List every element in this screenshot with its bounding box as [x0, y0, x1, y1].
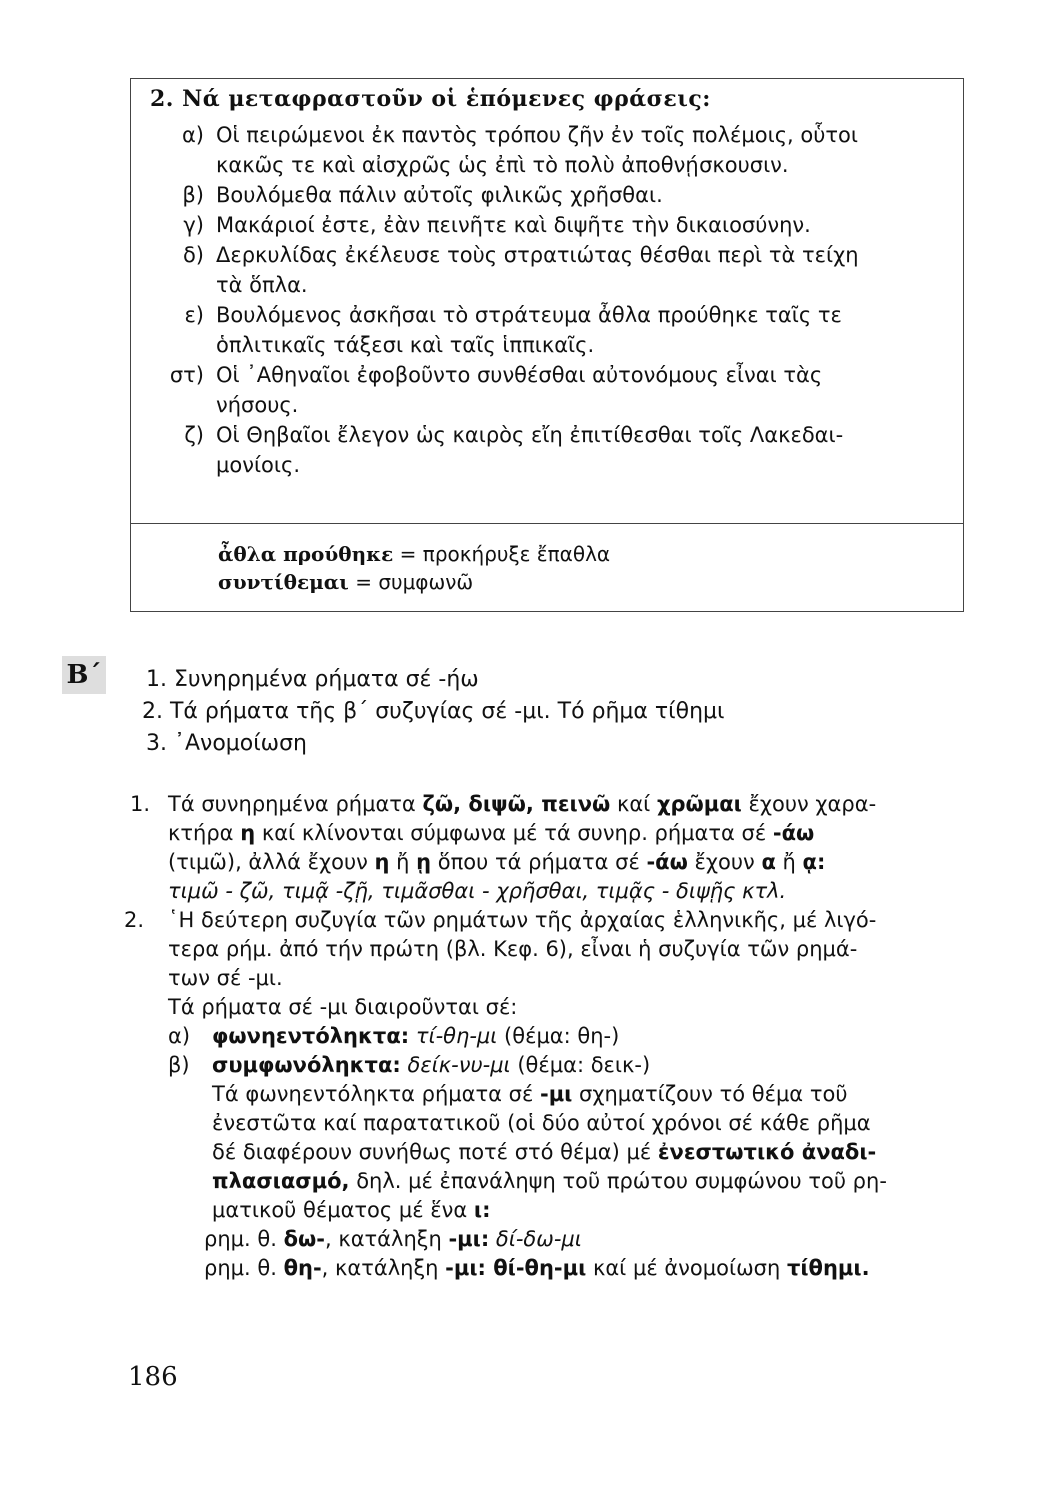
explanation-line [124, 1080, 964, 1109]
bold-term: ζῶ, διψῶ, πεινῶ [422, 792, 611, 816]
text: σχηματίζουν τό θέμα τοῦ [572, 1082, 848, 1106]
example-line [124, 1225, 964, 1254]
sentence-line: Οἱ πειρώμενοι ἐκ παντὸς τρόπου ζῆν ἐν τοῖς πολέμοις, οὗτοι [216, 123, 858, 147]
bold-term: χρῶμαι [656, 792, 742, 816]
sentence-a [140, 120, 960, 180]
explanation-line [124, 1138, 964, 1167]
note-equals: = [355, 570, 372, 594]
toc-item: 3. ᾿Ανομοίωση [146, 731, 307, 756]
grammar-text [124, 790, 964, 1283]
bold-term: η [374, 850, 390, 874]
bold-term: -μι: [448, 1227, 490, 1251]
paragraph-2-line: τερα ρήμ. ἀπό τήν πρώτη (βλ. Κεφ. 6), εἶναι ἡ συζυγία τῶν ρημά- [168, 937, 858, 961]
text: ρημ. θ. [204, 1256, 284, 1280]
sentence-label: ε) [184, 303, 204, 327]
text: Τά φωνηεντόληκτα ρήματα σέ [212, 1082, 541, 1106]
text: ἔχουν χαρα- [741, 792, 877, 816]
sentence-line: τὰ ὅπλα. [216, 273, 308, 297]
bold-term: ι: [473, 1198, 491, 1222]
paragraph-2-line: Τά ρήματα σέ -μι διαιροῦνται σέ: [168, 995, 518, 1019]
sentence-label: ζ) [184, 423, 204, 447]
sentence-label: γ) [183, 213, 204, 237]
sentence-line: Οἱ Θηβαῖοι ἔλεγον ὡς καιρὸς εἴη ἐπιτίθεσθαι τοῖς Λακεδαι- [216, 423, 844, 447]
italic-term: τί-θη-μι [409, 1024, 498, 1048]
sentence-line: ὁπλιτικαῖς τάξεσι καὶ ταῖς ἱππικαῖς. [216, 333, 595, 357]
text: ἔχουν [687, 850, 762, 874]
example-line [124, 1254, 964, 1283]
text: καί [610, 792, 657, 816]
sentence-line: Οἱ ᾿Αθηναῖοι ἐφοβοῦντο συνθέσθαι αὐτονόμους εἶναι τὰς [216, 363, 823, 387]
bold-term: συμφωνόληκτα: [212, 1053, 401, 1077]
subtype-b [124, 1051, 964, 1080]
text: δηλ. μέ ἐπανάληψη τοῦ πρώτου συμφώνου τοῦ ρη- [349, 1169, 887, 1193]
paragraph-1-line [124, 848, 964, 877]
bold-term: ῃ [416, 850, 432, 874]
subtype-label: α) [168, 1024, 191, 1048]
sentence-line: Βουλόμενος ἀσκῆσαι τὸ στράτευμα ἆθλα προύθηκε ταῖς τε [216, 303, 842, 327]
subtype-a [124, 1022, 964, 1051]
bold-term: -μι [540, 1082, 573, 1106]
explanation-line [124, 1167, 964, 1196]
note-equals: = [399, 542, 417, 566]
text: ἤ [389, 850, 417, 874]
bold-term: α [761, 850, 776, 874]
text: , κατάληξη [324, 1227, 449, 1251]
subtype-label: β) [168, 1053, 190, 1077]
sentence-line: νήσους. [216, 393, 299, 417]
text: ματικοῦ θέματος μέ ἕνα [212, 1198, 474, 1222]
sentence-label: δ) [182, 243, 204, 267]
bold-term: ἐνεστωτικό ἀναδι- [657, 1140, 877, 1164]
text: (θέμα: θη-) [497, 1024, 620, 1048]
bold-term: ᾳ: [802, 850, 826, 874]
paragraph-1-examples: τιμῶ - ζῶ, τιμᾷ -ζῇ, τιμᾶσθαι - χρῆσθαι, τιμᾷς - διψῇς κτλ. [168, 879, 787, 903]
bold-term: θη- [283, 1256, 322, 1280]
text: ρημ. θ. [204, 1227, 284, 1251]
section-letter: Β΄ [62, 656, 106, 694]
text: , κατάληξη [321, 1256, 446, 1280]
text: ἤ [775, 850, 803, 874]
sentence-line: κακῶς τε καὶ αἰσχρῶς ὡς ἐπὶ τὸ πολὺ ἀποθνῄσκουσιν. [216, 153, 789, 177]
toc-item: 2. Τά ρήματα τῆς β΄ συζυγίας σέ -μι. Τό ρῆμα τίθημι [142, 699, 725, 724]
note-meaning: προκήρυξε ἔπαθλα [422, 542, 611, 566]
note-meaning: συμφωνῶ [378, 570, 474, 594]
text: κτήρα [168, 821, 241, 845]
toc-item: 1. Συνηρημένα ρήματα σέ -ήω [146, 667, 479, 692]
bold-term: πλασιασμό, [212, 1169, 350, 1193]
sentence-line: Μακάριοί ἐστε, ἐὰν πεινῆτε καὶ διψῆτε τὴν δικαιοσύνην. [216, 213, 811, 237]
sentence-c [140, 210, 960, 240]
bold-term: -άω [772, 821, 815, 845]
paragraph-2-line: των σέ -μι. [168, 966, 283, 990]
text: καί κλίνονται σύμφωνα μέ τά συνηρ. ρήματα σέ [255, 821, 773, 845]
paragraph-2-line [124, 906, 964, 935]
text: ὅπου τά ρήματα σέ [431, 850, 647, 874]
bold-term: φωνηεντόληκτα: [212, 1024, 410, 1048]
sentence-label: α) [181, 123, 204, 147]
sentence-e [140, 300, 960, 360]
bold-term: -άω [646, 850, 688, 874]
paragraph-1-line [124, 790, 964, 819]
text: ῾Η δεύτερη συζυγία τῶν ρημάτων τῆς ἀρχαίας ἑλληνικῆς, μέ λιγό- [168, 908, 877, 932]
note-term: συντίθεμαι [218, 570, 349, 594]
sentence-label: β) [182, 183, 204, 207]
exercise-sentences [140, 120, 960, 480]
italic-term: δί-δω-μι [489, 1227, 582, 1251]
bold-term: δω- [283, 1227, 325, 1251]
text: (θέμα: δεικ-) [510, 1053, 651, 1077]
explanation-line: ἐνεστῶτα καί παρατατικοῦ (οἱ δύο αὐτοί χρόνοι σέ κάθε ρῆμα [212, 1111, 871, 1135]
vocabulary-notes [218, 540, 610, 596]
text: καί μέ ἀνομοίωση [586, 1256, 787, 1280]
note-row [218, 540, 610, 568]
sentence-b [140, 180, 960, 210]
paragraph-number: 2. [124, 908, 145, 932]
sentence-label: στ) [169, 363, 204, 387]
paragraph-number: 1. [130, 792, 151, 816]
text: (τιμῶ), ἀλλά ἔχουν [168, 850, 375, 874]
bold-term: τίθημι. [786, 1256, 870, 1280]
bold-term: η [240, 821, 256, 845]
sentence-st [140, 360, 960, 420]
section-contents [142, 664, 725, 760]
text: δέ διαφέρουν συνήθως ποτέ στό θέμα) μέ [212, 1140, 658, 1164]
paragraph-1-line [124, 819, 964, 848]
sentence-line: Δερκυλίδας ἐκέλευσε τοὺς στρατιώτας θέσθαι περὶ τὰ τείχη [216, 243, 859, 267]
italic-term: δείκ-νυ-μι [400, 1053, 511, 1077]
note-term: ἆθλα προύθηκε [218, 542, 394, 566]
note-row [218, 568, 610, 596]
sentence-line: Βουλόμεθα πάλιν αὐτοῖς φιλικῶς χρῆσθαι. [216, 183, 663, 207]
bold-term: -μι: θί-θη-μι [445, 1256, 587, 1280]
exercise-title: 2. Νά μεταφραστοῦν οἱ ἑπόμενες φράσεις: [150, 86, 711, 112]
sentence-z [140, 420, 960, 480]
sentence-d [140, 240, 960, 300]
explanation-line [124, 1196, 964, 1225]
sentence-line: μονίοις. [216, 453, 300, 477]
page-number: 186 [128, 1362, 178, 1392]
text: Τά συνηρημένα ρήματα [168, 792, 423, 816]
